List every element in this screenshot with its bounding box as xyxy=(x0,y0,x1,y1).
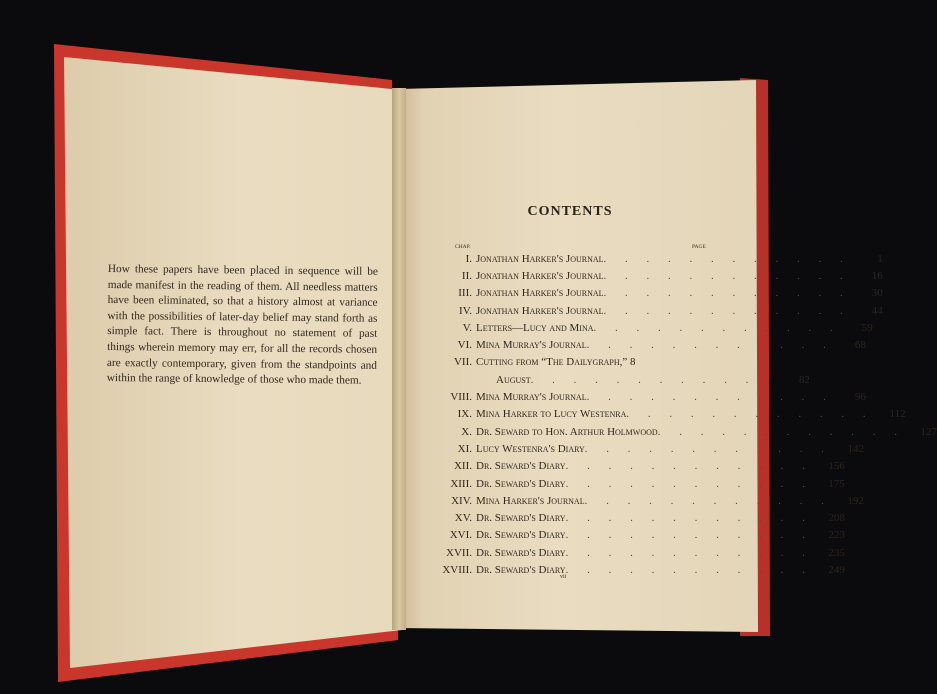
leader-dots: . . . . . . . . . . . . xyxy=(565,460,813,473)
paragraph-line: things wherein memory may err, for all the records chosen xyxy=(107,340,378,356)
preface-paragraph xyxy=(107,262,378,390)
toc-entry xyxy=(420,527,845,544)
leader-dots: . . . . . . . . . . . . xyxy=(584,442,833,455)
toc-entry xyxy=(420,354,712,371)
toc-entry xyxy=(420,492,864,509)
chapter-number: IV. xyxy=(459,304,472,317)
chapter-title: Mina Harker's Journal xyxy=(476,494,585,507)
chapter-number: XVII. xyxy=(446,546,472,559)
chapter-title: Cutting from “The Dailygraph,” 8 xyxy=(476,356,636,369)
leader-dots: . . . . . . . . . . . . xyxy=(626,408,874,421)
toc-entry xyxy=(420,371,810,388)
chapter-number: VIII. xyxy=(450,391,472,404)
page-folio: vii xyxy=(560,574,567,580)
toc-entry xyxy=(420,406,906,423)
page-number: 142 xyxy=(847,442,865,455)
chapter-title: Letters—Lucy and Mina xyxy=(476,321,594,334)
chapter-number: XVIII. xyxy=(442,563,472,576)
leader-dots: . . . . . . . . . . . . xyxy=(565,529,813,542)
chapter-number: I. xyxy=(465,252,472,265)
paragraph-line: have been eliminated, so that a history almost at variance xyxy=(107,294,378,310)
chapter-title: Dr. Seward's Diary xyxy=(476,563,566,576)
chapter-title: Dr. Seward's Diary xyxy=(476,546,566,559)
leader-dots: . . . . . . . . . . . . xyxy=(565,546,813,559)
page-number: 208 xyxy=(828,512,845,525)
page-column-label: PAGE xyxy=(692,244,706,250)
leader-dots: . . . . . . . . . . . . xyxy=(657,425,905,438)
chapter-number: XI. xyxy=(457,442,472,455)
chapter-title: Lucy Westenra's Diary xyxy=(476,442,585,455)
page-number: 156 xyxy=(828,460,845,473)
chap-column-label: CHAP. xyxy=(455,244,471,250)
page-number: 175 xyxy=(828,477,845,490)
toc-entry xyxy=(420,250,883,267)
toc-entry xyxy=(420,458,845,475)
chapter-title: Dr. Seward's Diary xyxy=(476,529,566,542)
chapter-number: VII. xyxy=(453,356,472,369)
chapter-number: V. xyxy=(462,321,472,334)
leader-dots: . . . . . . . . . . . . xyxy=(593,321,841,334)
chapter-title: Dr. Seward's Diary xyxy=(476,477,566,490)
paragraph-line: How these papers have been placed in sequence will be xyxy=(107,262,378,278)
page-number: 223 xyxy=(828,529,845,542)
toc-entry xyxy=(420,423,937,440)
leader-dots: . . . . . . . . . . . . xyxy=(603,269,851,282)
chapter-number: XVI. xyxy=(449,529,472,542)
toc-entry xyxy=(420,302,883,319)
paragraph-line: simple fact. There is throughout no statement of past xyxy=(107,325,378,341)
toc-entry xyxy=(420,267,883,284)
chapter-number: XV. xyxy=(454,512,472,525)
chapter-number: X. xyxy=(461,425,472,438)
page-number: 249 xyxy=(828,563,845,576)
page-number: 16 xyxy=(871,269,883,282)
chapter-title: Dr. Seward to Hon. Arthur Holmwood xyxy=(476,425,658,438)
chapter-title: Mina Murray's Journal xyxy=(476,339,587,352)
page-number: 68 xyxy=(854,339,866,352)
toc-entry xyxy=(420,319,873,336)
page-number: 82 xyxy=(798,373,810,386)
paragraph-line: within the range of knowledge of those who made them. xyxy=(106,372,362,387)
toc-entry xyxy=(420,440,865,457)
paragraph-line: with the possibilities of later-day belief may stand forth as xyxy=(107,309,378,325)
paragraph-line: are exactly contemporary, given from the standpoints and xyxy=(106,356,377,372)
toc-entry xyxy=(420,285,883,302)
page-number: 235 xyxy=(828,546,845,559)
toc-entry xyxy=(420,336,866,353)
page-number: 59 xyxy=(861,321,873,334)
page-number: 127 xyxy=(920,425,937,438)
paragraph-line: made manifest in the reading of them. All needless matters xyxy=(107,278,378,294)
chapter-number: XIII. xyxy=(450,477,472,490)
leader-dots: . . . . . . . . . . . . xyxy=(603,304,851,317)
chapter-number: XII. xyxy=(453,460,472,473)
leader-dots: . . . . . . . . . . . . xyxy=(565,477,813,490)
page-number: 1 xyxy=(877,252,883,265)
chapter-number: VI. xyxy=(457,339,472,352)
leader-dots: . . . . . . . . . . . . xyxy=(603,252,851,265)
page-number: 44 xyxy=(871,304,883,317)
table-of-contents xyxy=(420,250,937,579)
page-number: 112 xyxy=(889,408,906,421)
book-gutter xyxy=(392,88,406,630)
chapter-number: II. xyxy=(461,269,472,282)
chapter-number: IX. xyxy=(457,408,472,421)
chapter-number: III. xyxy=(458,287,472,300)
toc-entry xyxy=(420,388,866,405)
chapter-title: Jonathan Harker's Journal xyxy=(476,304,604,317)
chapter-title: Jonathan Harker's Journal xyxy=(476,252,604,265)
leader-dots: . . . . . . . . . . . . xyxy=(530,373,778,386)
chapter-title: Dr. Seward's Diary xyxy=(476,460,566,473)
leader-dots: . . . . . . . . . . . . xyxy=(565,512,813,525)
chapter-title: Dr. Seward's Diary xyxy=(476,512,566,525)
page-number: 96 xyxy=(854,391,866,404)
chapter-number: XIV. xyxy=(451,494,472,507)
page-number: 192 xyxy=(847,494,864,507)
leader-dots: . . . . . . . . . . . . xyxy=(565,563,813,576)
page-number: 30 xyxy=(871,287,883,300)
chapter-title: Jonathan Harker's Journal xyxy=(476,287,604,300)
leader-dots: . . . . . . . . . . . . xyxy=(603,287,851,300)
toc-entry xyxy=(420,475,845,492)
leader-dots: . . . . . . . . . . . . xyxy=(586,339,834,352)
contents-heading: CONTENTS xyxy=(527,204,613,219)
chapter-title: August xyxy=(496,373,531,386)
leader-dots: . . . . . . . . . . . . xyxy=(586,391,834,404)
toc-entry xyxy=(420,544,845,561)
chapter-title: Mina Harker to Lucy Westenra xyxy=(476,408,627,421)
leader-dots: . . . . . . . . . . . . xyxy=(584,494,832,507)
chapter-title: Jonathan Harker's Journal xyxy=(476,269,604,282)
toc-entry xyxy=(420,509,845,526)
chapter-title: Mina Murray's Journal xyxy=(476,391,587,404)
